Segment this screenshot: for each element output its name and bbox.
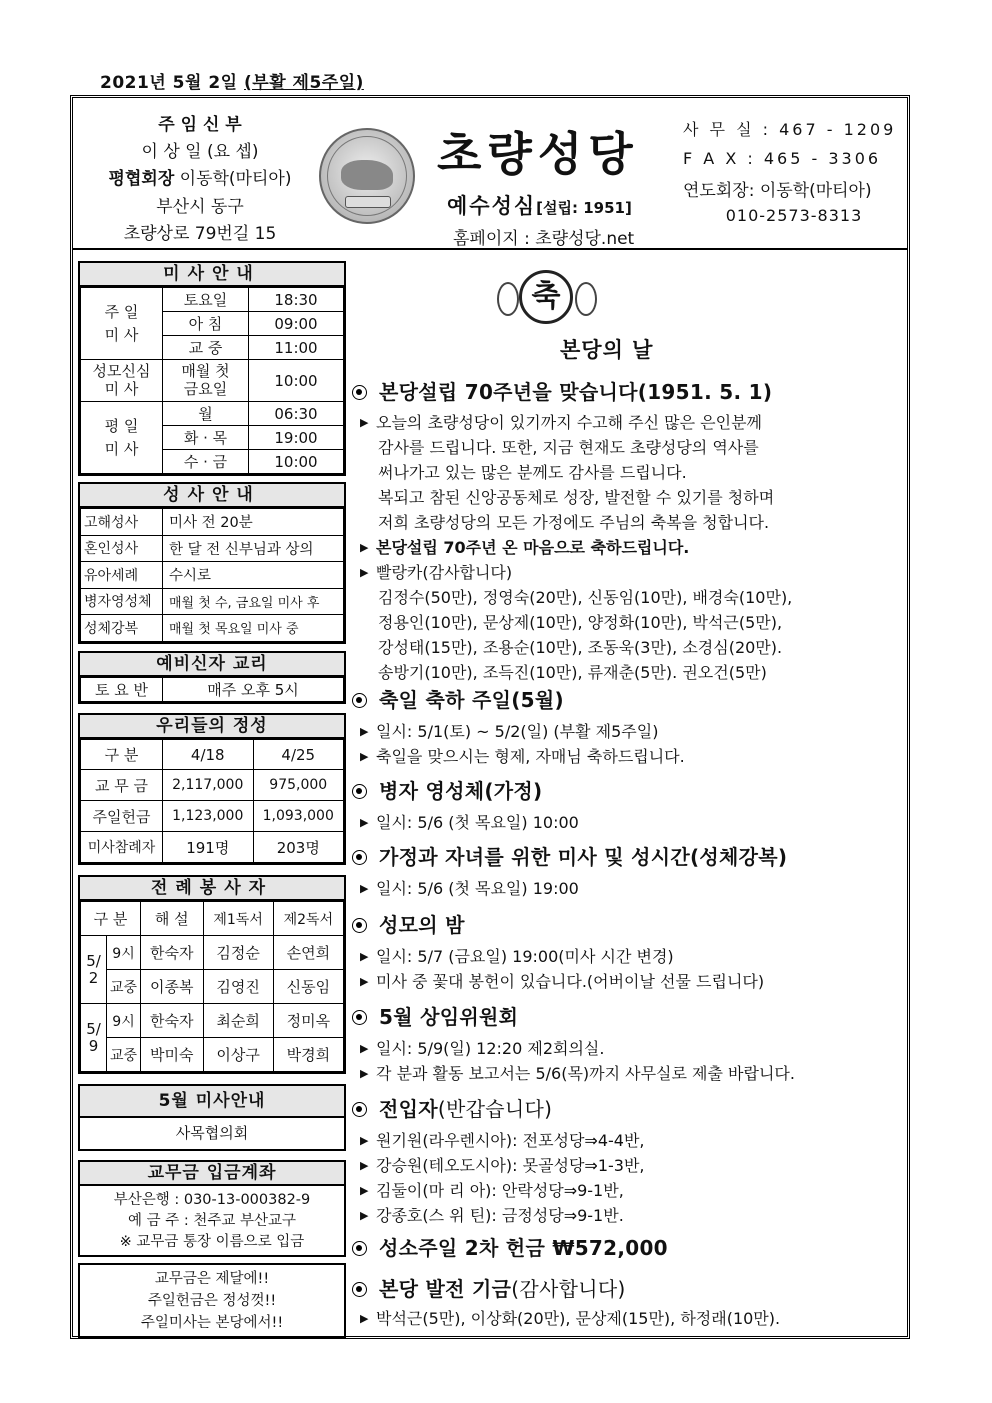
bullet-circle-icon xyxy=(352,784,367,799)
catechumen-table xyxy=(80,677,344,702)
section-title-text: 축일 축하 주일(5월) xyxy=(379,688,564,712)
list-item-text: 본당설립 70주년 온 마음으로 축하드립니다. xyxy=(376,538,690,557)
mass-guide-title: 미사안내 xyxy=(80,263,344,287)
slogan-line: 주일헌금은 정성껏!! xyxy=(147,1293,277,1309)
sacrament-name: 혼인성사 xyxy=(81,535,163,562)
section-title xyxy=(352,1273,912,1302)
triangle-bullet-icon: ▶ xyxy=(360,1042,369,1055)
servers-col-header: 구 분 xyxy=(81,902,141,936)
list-item-text: 강승원(테오도시아): 못골성당⇒1-3반, xyxy=(376,1156,645,1175)
bullet-circle-icon xyxy=(352,385,367,400)
servers-col-header: 제1독서 xyxy=(203,902,273,936)
section-title-text: 가정과 자녀를 위한 미사 및 성시간(성체강복) xyxy=(379,845,788,869)
list-item xyxy=(352,410,912,435)
slogan-lines xyxy=(80,1265,344,1337)
servers-commentator: 이종복 xyxy=(141,970,204,1004)
section-title xyxy=(352,1001,912,1030)
list-item-text: 각 분과 활동 보고서는 5/6(목)까지 사무실로 제출 바랍니다. xyxy=(376,1064,795,1083)
may-mass-box xyxy=(78,1084,346,1151)
servers-date: 5/2 xyxy=(81,936,107,1004)
offerings-value: 191명 xyxy=(163,832,254,863)
offerings-box xyxy=(78,713,346,865)
list-item xyxy=(352,719,912,744)
triangle-bullet-icon: ▶ xyxy=(360,975,369,988)
catechumen-box xyxy=(78,651,346,704)
mass-group: 평 일 미 사 xyxy=(81,402,163,474)
triangle-bullet-icon: ▶ xyxy=(360,1067,369,1080)
servers-col-header: 제2독서 xyxy=(273,902,343,936)
mass-time: 10:00 xyxy=(249,450,344,474)
offerings-value: 203명 xyxy=(253,832,344,863)
sacrament-table xyxy=(80,508,344,642)
triangle-bullet-icon: ▶ xyxy=(360,816,369,829)
triangle-bullet-icon: ▶ xyxy=(360,1134,369,1147)
mass-day: 아 침 xyxy=(163,312,249,336)
list-item-text: 미사 중 꽃대 봉헌이 있습니다.(어버이날 선물 드립니다) xyxy=(376,972,765,991)
catechumen-title: 예비신자 교리 xyxy=(80,653,344,677)
office-phone: 사 무 실 : 467 - 1209 xyxy=(683,120,897,139)
triangle-bullet-icon: ▶ xyxy=(360,725,369,738)
mass-day: 매월 첫 금요일 xyxy=(163,360,249,402)
list-item-cont: 복되고 참된 신앙공동체로 성장, 발전할 수 있기를 청하며 xyxy=(378,488,775,507)
catechumen-class: 토 요 반 xyxy=(81,678,163,702)
servers-reader1: 김영진 xyxy=(203,970,273,1004)
account-lines xyxy=(80,1186,344,1255)
list-item xyxy=(352,560,912,585)
sacrament-name: 병자영성체 xyxy=(81,588,163,615)
servers-commentator: 한숙자 xyxy=(141,1004,204,1038)
mass-time: 09:00 xyxy=(249,312,344,336)
list-item xyxy=(352,1061,912,1086)
mass-guide-box xyxy=(78,261,346,476)
address-line2: 초량상로 79번길 15 xyxy=(123,223,277,244)
account-title: 교무금 입금계좌 xyxy=(80,1162,344,1186)
address-line1: 부산시 동구 xyxy=(156,196,244,217)
section-anniversary xyxy=(352,376,912,685)
mass-group: 성모신심 미 사 xyxy=(81,360,163,402)
section-title-text: 본당설립 70주년을 맞습니다(1951. 5. 1) xyxy=(379,380,773,404)
sacrament-title: 성사안내 xyxy=(80,484,344,508)
section-marian-night xyxy=(352,909,912,994)
list-item-text: 일시: 5/6 (첫 목요일) 10:00 xyxy=(376,813,579,832)
account-box xyxy=(78,1160,346,1257)
list-item xyxy=(352,1203,912,1228)
triangle-bullet-icon: ▶ xyxy=(360,566,369,579)
list-item xyxy=(352,969,912,994)
section-title xyxy=(352,1232,912,1261)
triangle-bullet-icon: ▶ xyxy=(360,1312,369,1325)
section-title-text: 성모의 밤 xyxy=(379,913,465,937)
list-item-text: 원기원(라우렌시아): 전포성당⇒4-4반, xyxy=(376,1131,645,1150)
list-item xyxy=(352,1178,912,1203)
section-title-text: 5월 상임위원회 xyxy=(379,1005,519,1029)
list-item-text: 일시: 5/9(일) 12:20 제2회의실. xyxy=(376,1039,605,1058)
section-title-text: 성소주일 2차 헌금 ₩572,000 xyxy=(379,1236,668,1260)
offerings-col-header: 4/18 xyxy=(163,740,254,770)
mass-day: 교 중 xyxy=(163,336,249,360)
offerings-row-label: 미사참례자 xyxy=(81,832,163,863)
servers-reader1: 이상구 xyxy=(203,1038,273,1072)
servers-table xyxy=(80,901,344,1072)
servers-mass: 9시 xyxy=(107,936,141,970)
sacrament-time: 수시로 xyxy=(163,562,344,589)
offerings-table xyxy=(80,739,344,863)
bullet-circle-icon xyxy=(352,1010,367,1025)
triangle-bullet-icon: ▶ xyxy=(360,950,369,963)
triangle-bullet-icon: ▶ xyxy=(360,882,369,895)
section-family-mass xyxy=(352,841,912,901)
section-development-fund xyxy=(352,1273,912,1331)
servers-reader1: 최순희 xyxy=(203,1004,273,1038)
sacrament-time: 미사 전 20분 xyxy=(163,509,344,536)
section-title-text: 병자 영성체(가정) xyxy=(379,779,543,803)
sacrament-time: 매월 첫 수, 금요일 미사 후 xyxy=(163,588,344,615)
council-name: 이동학(마티아) xyxy=(179,169,292,190)
section-title-note: (감사합니다) xyxy=(511,1277,626,1301)
parish-seal-logo xyxy=(319,128,415,224)
triangle-bullet-icon: ▶ xyxy=(360,1184,369,1197)
seal-banner xyxy=(345,196,391,208)
mass-time: 10:00 xyxy=(249,360,344,402)
offerings-value: 1,123,000 xyxy=(163,801,254,832)
offerings-col-header: 구 분 xyxy=(81,740,163,770)
may-mass-value: 사목협의회 xyxy=(175,1124,249,1142)
pastor-role: 주 임 신 부 xyxy=(158,115,242,135)
list-item-cont: 송방기(10만), 조득진(10만), 류재춘(5만). 권오건(5만) xyxy=(378,663,767,682)
servers-reader2: 손연희 xyxy=(273,936,343,970)
pastor-info xyxy=(77,112,323,248)
mass-table xyxy=(80,287,344,474)
fax-number: F A X : 465 - 3306 xyxy=(683,148,882,168)
may-mass-title: 5월 미사안내 xyxy=(80,1086,344,1118)
mass-time: 19:00 xyxy=(249,426,344,450)
list-item xyxy=(352,810,912,835)
section-sick-communion xyxy=(352,775,912,835)
list-item-cont: 감사를 드립니다. 또한, 지금 현재도 초량성당의 역사를 xyxy=(378,438,759,457)
servers-reader1: 김정순 xyxy=(203,936,273,970)
mass-time: 18:30 xyxy=(249,288,344,312)
section-committee xyxy=(352,1001,912,1086)
account-holder: 예 금 주 : 천주교 부산교구 xyxy=(127,1213,296,1229)
laurel-left-icon xyxy=(497,282,519,316)
servers-mass: 교중 xyxy=(107,970,141,1004)
laurel-right-icon xyxy=(575,282,597,316)
mass-day: 화 · 목 xyxy=(163,426,249,450)
list-item-text: 강종호(스 위 틴): 금정성당⇒9-1반. xyxy=(376,1206,624,1225)
section-newcomers xyxy=(352,1093,912,1228)
offerings-value: 975,000 xyxy=(253,770,344,801)
list-item-text: 김둘이(마 리 아): 안락성당⇒9-1반, xyxy=(376,1181,624,1200)
pastor-name: 이 상 일 (요 셉) xyxy=(141,142,259,163)
mass-time: 11:00 xyxy=(249,336,344,360)
account-note: ※ 교무금 통장 이름으로 입금 xyxy=(119,1234,305,1250)
servers-reader2: 박경희 xyxy=(273,1038,343,1072)
list-item-text: 일시: 5/7 (금요일) 19:00(미사 시간 변경) xyxy=(376,947,674,966)
list-item-text: 축일을 맞으시는 형제, 자매님 축하드립니다. xyxy=(376,747,685,766)
section-title xyxy=(352,1093,912,1122)
bullet-circle-icon xyxy=(352,1282,367,1297)
list-item-text: 일시: 5/1(토) ~ 5/2(일) (부활 제5주일) xyxy=(376,722,659,741)
slogan-box xyxy=(78,1263,346,1339)
offerings-value: 2,117,000 xyxy=(163,770,254,801)
list-item xyxy=(352,535,912,560)
bullet-circle-icon xyxy=(352,693,367,708)
offerings-col-header: 4/25 xyxy=(253,740,344,770)
list-item-cont: 강성태(15만), 조용순(10만), 조동욱(3만), 소경심(20만). xyxy=(378,638,783,657)
list-item xyxy=(352,1128,912,1153)
bullet-circle-icon xyxy=(352,1241,367,1256)
founded-year: [설립: 1951] xyxy=(536,199,632,217)
catechumen-time: 매주 오후 5시 xyxy=(163,678,344,702)
slogan-line: 주일미사는 본당에서!! xyxy=(140,1315,284,1331)
sacrament-time: 한 달 전 신부님과 상의 xyxy=(163,535,344,562)
lamb-emblem-icon xyxy=(341,160,393,190)
section-title xyxy=(352,376,912,405)
offerings-value: 1,093,000 xyxy=(253,801,344,832)
list-item xyxy=(352,876,912,901)
council-role: 평협회장 xyxy=(108,169,175,190)
mass-day: 월 xyxy=(163,402,249,426)
bullet-circle-icon xyxy=(352,850,367,865)
section-vocation-offering xyxy=(352,1232,912,1261)
bullet-circle-icon xyxy=(352,1102,367,1117)
bullet-circle-icon xyxy=(352,918,367,933)
sacrament-time: 매월 첫 목요일 미사 중 xyxy=(163,615,344,642)
president-phone: 010-2573-8313 xyxy=(725,205,863,225)
mass-day: 토요일 xyxy=(163,288,249,312)
list-item xyxy=(352,744,912,769)
triangle-bullet-icon: ▶ xyxy=(360,541,369,554)
offerings-row-label: 주일헌금 xyxy=(81,801,163,832)
servers-commentator: 한숙자 xyxy=(141,936,204,970)
servers-reader2: 정미옥 xyxy=(273,1004,343,1038)
account-bank: 부산은행 : 030-13-000382-9 xyxy=(113,1192,311,1208)
list-item xyxy=(352,1036,912,1061)
issue-date xyxy=(100,68,364,93)
list-item-text: 오늘의 초량성당이 있기까지 수고해 주신 많은 은인분께 xyxy=(376,413,763,432)
triangle-bullet-icon: ▶ xyxy=(360,750,369,763)
list-item-text: 일시: 5/6 (첫 목요일) 19:00 xyxy=(376,879,579,898)
issue-date-text: 2021년 5월 2일 xyxy=(100,73,238,93)
offerings-row-label: 교 무 금 xyxy=(81,770,163,801)
mass-day: 수 · 금 xyxy=(163,450,249,474)
servers-mass: 교중 xyxy=(107,1038,141,1072)
list-item-text: 빨랑카(감사합니다) xyxy=(376,563,513,582)
servers-reader2: 신동임 xyxy=(273,970,343,1004)
list-item-cont: 정용인(10만), 문상제(10만), 양정화(10만), 박석근(5만), xyxy=(378,613,783,632)
section-title xyxy=(352,684,912,713)
sacrament-name: 성체강복 xyxy=(81,615,163,642)
servers-title: 전례봉사자 xyxy=(80,877,344,901)
offerings-title: 우리들의 정성 xyxy=(80,715,344,739)
list-item xyxy=(352,944,912,969)
section-title xyxy=(352,909,912,938)
section-title xyxy=(352,775,912,804)
triangle-bullet-icon: ▶ xyxy=(360,1159,369,1172)
list-item-cont: 써나가고 있는 많은 분께도 감사를 드립니다. xyxy=(378,463,687,482)
president-name: 연도회장: 이동학(마티아) xyxy=(683,180,872,201)
masthead xyxy=(73,98,907,250)
list-item-text: 박석근(5만), 이상화(20만), 문상제(15만), 하정래(10만). xyxy=(376,1309,781,1328)
list-item xyxy=(352,1153,912,1178)
parish-title: 초량성당 xyxy=(437,127,639,181)
servers-date: 5/9 xyxy=(81,1004,107,1072)
servers-col-header: 해 설 xyxy=(141,902,204,936)
triangle-bullet-icon: ▶ xyxy=(360,1209,369,1222)
servers-box xyxy=(78,875,346,1074)
liturgical-week: (부활 제5주일) xyxy=(244,73,364,93)
festive-badge xyxy=(497,268,597,328)
mass-group: 주 일 미 사 xyxy=(81,288,163,360)
section-title-text: 전입자 xyxy=(379,1097,438,1121)
festive-label: 본당의 날 xyxy=(560,338,654,362)
parish-subtitle xyxy=(447,190,632,220)
servers-commentator: 박미숙 xyxy=(141,1038,204,1072)
list-item-cont: 저희 초량성당의 모든 가정에도 주님의 축복을 청합니다. xyxy=(378,513,770,532)
slogan-line: 교무금은 제달에!! xyxy=(154,1271,270,1287)
sacrament-name: 고해성사 xyxy=(81,509,163,536)
section-feastday xyxy=(352,684,912,769)
section-title-text: 본당 발전 기금 xyxy=(379,1277,512,1301)
office-contacts xyxy=(683,118,905,229)
servers-mass: 9시 xyxy=(107,1004,141,1038)
mass-time: 06:30 xyxy=(249,402,344,426)
parish-patron: 예수성심 xyxy=(447,194,537,218)
list-item-cont: 김정수(50만), 정영숙(20만), 신동임(10만), 배경숙(10만), xyxy=(378,588,793,607)
sacrament-box xyxy=(78,482,346,644)
list-item xyxy=(352,1306,912,1331)
festive-seal: 축 xyxy=(519,270,573,324)
homepage[interactable]: 홈페이지 : 초량성당.net xyxy=(453,229,635,249)
triangle-bullet-icon: ▶ xyxy=(360,416,369,429)
section-title xyxy=(352,841,912,870)
section-title-note: (반갑습니다) xyxy=(437,1097,553,1121)
sacrament-name: 유아세례 xyxy=(81,562,163,589)
